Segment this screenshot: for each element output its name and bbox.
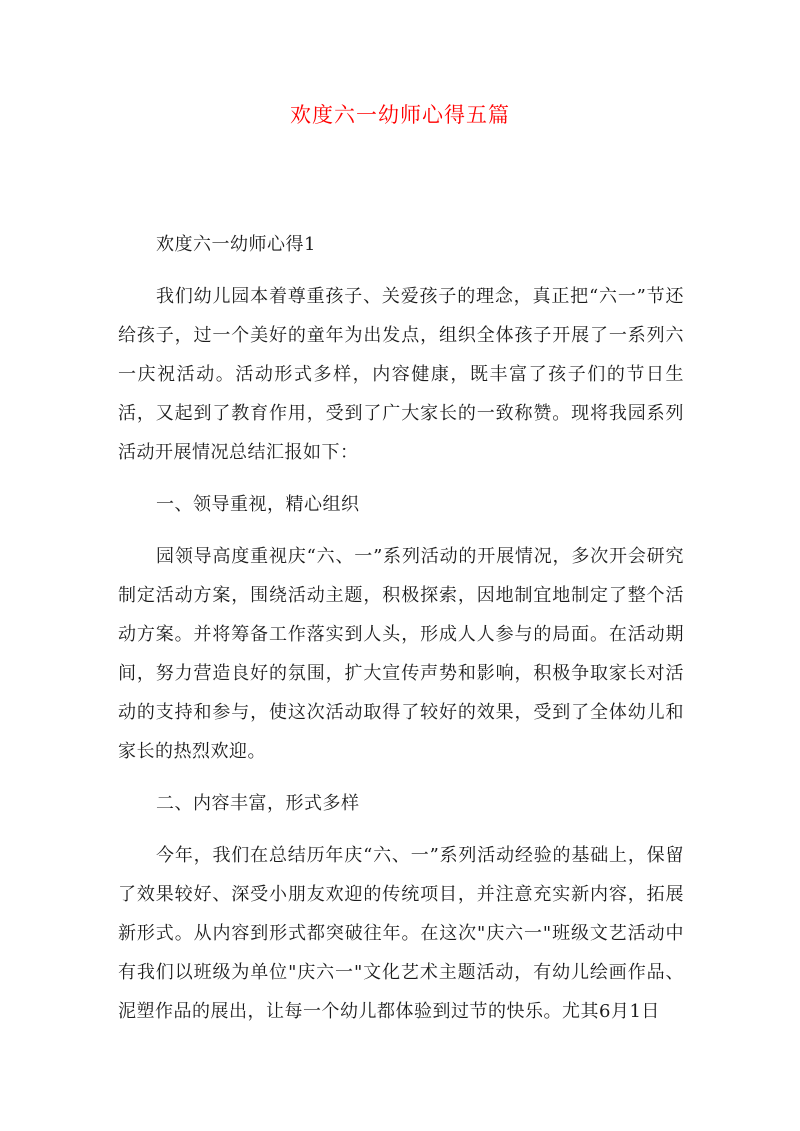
section-heading: 欢度六一幼师心得1 bbox=[156, 234, 316, 255]
section-heading: 一、领导重视，精心组织 bbox=[156, 494, 360, 515]
paragraph: 我们幼儿园本着尊重孩子、关爱孩子的理念，真正把“六一”节还给孩子，过一个美好的童年为出发点，组织全体孩子开展了一系列六一庆祝活动。活动形式多样，内容健康，既丰富了孩子们的节日生活，又起到了教育作用，受到了广大家长的一致称赞。现将我园系列活动开展情况总结汇报如下： bbox=[118, 286, 684, 463]
document-title: 欢度六一幼师心得五篇 bbox=[290, 103, 510, 127]
paragraph: 今年，我们在总结历年庆“六、一”系列活动经验的基础上，保留了效果较好、深受小朋友欢迎的传统项目，并注意充实新内容，拓展新形式。从内容到形式都突破往年。在这次"庆六一"班级文艺活动中有我们以班级为单位"庆六一"文化艺术主题活动，有幼儿绘画作品、泥塑作品的展出，让每一个幼儿都体验到过节的快乐。尤其6月1日 bbox=[118, 845, 684, 1022]
paragraph: 园领导高度重视庆“六、一”系列活动的开展情况，多次开会研究制定活动方案，围绕活动主题，积极探索，因地制宜地制定了整个活动方案。并将筹备工作落实到人头，形成人人参与的局面。在活动期间，努力营造良好的氛围，扩大宣传声势和影响，积极争取家长对活动的支持和参与，使这次活动取得了较好的效果，受到了全体幼儿和家长的热烈欢迎。 bbox=[118, 546, 684, 762]
document-body bbox=[118, 225, 684, 1044]
section-heading: 二、内容丰富，形式多样 bbox=[156, 793, 360, 814]
